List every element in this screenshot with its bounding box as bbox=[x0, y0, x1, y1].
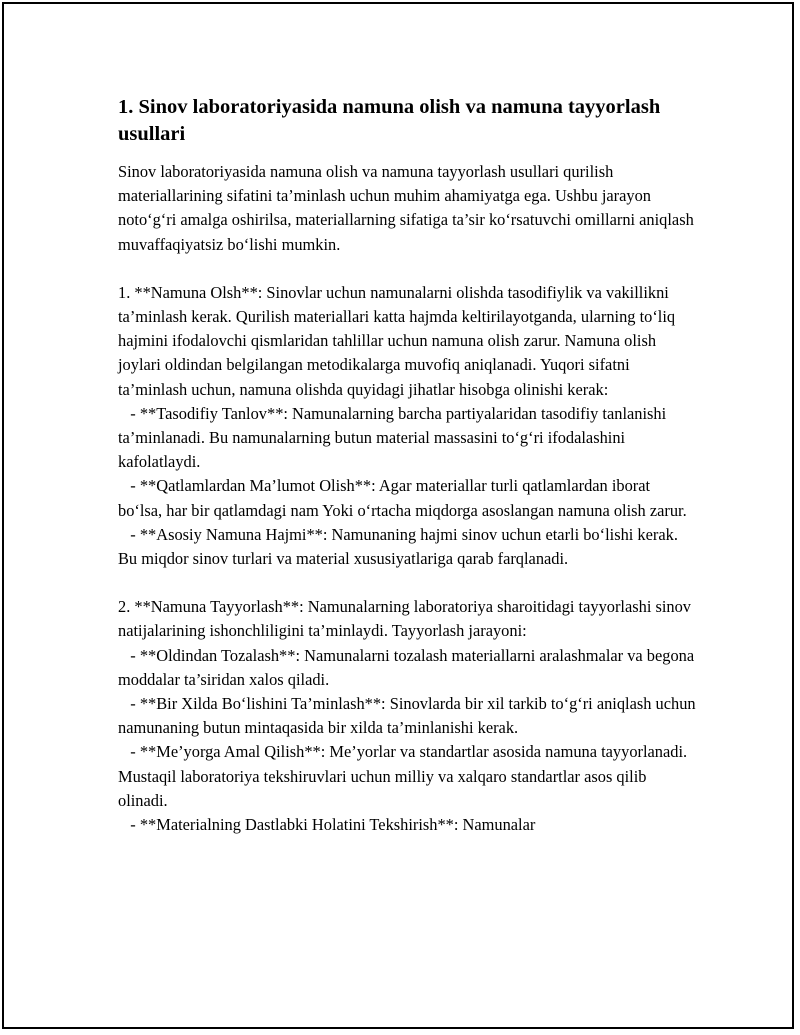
section-2-item-uniformity bbox=[118, 692, 698, 740]
intro-paragraph: Sinov laboratoriyasida namuna olish va namuna tayyorlash usullari qurilish materiallarining sifatini ta’minlash uchun muhim ahamiyatga ega. Ushbu jarayon noto‘g‘ri amalga oshirilsa, materiallarning sifatiga ta’sir ko‘rsatuvchi omillarni aniqlash muvaffaqiyatsiz bo‘lishi mumkin. bbox=[118, 162, 694, 254]
section-2-item-cleaning bbox=[118, 644, 698, 692]
paragraph-gap bbox=[118, 257, 698, 281]
list-item-text: - **Oldindan Tozalash**: Namunalarni tozalash materiallarni aralashmalar va begona moddalar ta’siridan xalos qiladi. bbox=[118, 645, 695, 689]
document-body bbox=[118, 94, 698, 837]
section-1-item-layers bbox=[118, 474, 698, 522]
list-item-text: - **Tasodifiy Tanlov**: Namunalarning barcha partiyalaridan tasodifiy tanlanishi ta’minlanadi. Bu namunalarning butun material massasini to‘g‘ri ifodalashini kafolatlaydi. bbox=[118, 403, 667, 472]
document-title: 1. Sinov laboratoriyasida namuna olish va namuna tayyorlash usullari bbox=[118, 96, 661, 145]
list-item-text: - **Bir Xilda Bo‘lishini Ta’minlash**: Sinovlarda bir xil tarkib to‘g‘ri aniqlash uchun namunaning butun mintaqasida bir xilda ta’minlanishi kerak. bbox=[118, 694, 696, 738]
section-2-lead: 2. **Namuna Tayyorlash**: Namunalarning laboratoriya sharoitidagi tayyorlashi sinov natijalarining ishonchliligini ta’minlaydi. Tayyorlash jarayoni: bbox=[118, 597, 691, 641]
list-item-text: - **Asosiy Namuna Hajmi**: Namunaning hajmi sinov uchun etarli bo‘lishi kerak. Bu miqdor sinov turlari va material xususiyatlariga qarab farqlanadi. bbox=[118, 524, 678, 569]
section-2-item-initial-state bbox=[118, 813, 698, 837]
paragraph-gap bbox=[118, 571, 698, 595]
section-1-item-random-selection bbox=[118, 402, 698, 475]
section-1-lead: 1. **Namuna Olsh**: Sinovlar uchun namunalarni olishda tasodifiylik va vakillikni ta’minlash kerak. Qurilish materiallari katta hajmda keltirilayotganda, ularning to‘liq hajmini ifodalovchi qismlaridan tahlillar uchun namuna olish zarur. Namuna olish joylari oldindan belgilangan metodikalarga muvofiq aniqlanadi. Yuqori sifatni ta’minlash uchun, namuna olishda quyidagi jihatlar hisobga olinishi kerak: bbox=[118, 282, 676, 399]
list-item-text: - **Materialning Dastlabki Holatini Tekshirish**: Namunalar bbox=[130, 815, 536, 835]
list-item-text: - **Qatlamlardan Ma’lumot Olish**: Agar materiallar turli qatlamlardan iborat bo‘lsa, har bir qatlamdagi nam Yoki o‘rtacha miqdorga asoslangan namuna olish zarur. bbox=[118, 476, 687, 520]
section-1-item-sample-size bbox=[118, 523, 698, 571]
section-2-item-standards bbox=[118, 740, 698, 813]
list-item-text: - **Me’yorga Amal Qilish**: Me’yorlar va standartlar asosida namuna tayyorlanadi. Mustaqil laboratoriya tekshiruvlari uchun milliy va xalqaro standartlar asos qilib olinadi. bbox=[118, 742, 688, 810]
